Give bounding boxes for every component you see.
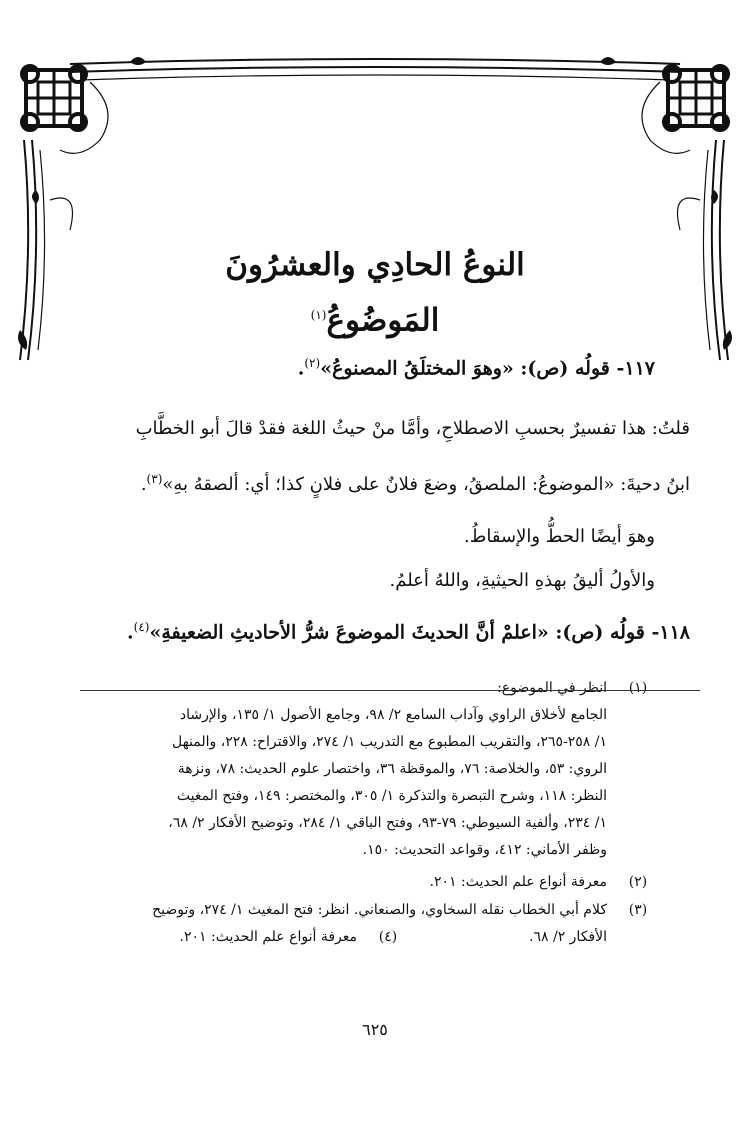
paragraph-line [50,472,690,495]
corner-knot-right-icon [664,66,728,130]
page-number: ٦٢٥ [362,1020,388,1039]
paragraph-line: والأولُ أليقُ بهذهِ الحيثيةِ، واللهُ أعلمُ. [389,570,655,591]
lead-label: قولُه (ص): [520,357,610,380]
section-number: ١١٨- [651,621,690,644]
footnote-ref: (١) [310,308,327,322]
footnote-ref: (٣) [146,472,163,486]
footnote-ref: (٤) [133,620,150,634]
footnote-line: انظر في الموضوع: [497,680,607,696]
footnote-number: (١) [628,680,648,696]
footnote-ref: (٢) [304,356,321,370]
corner-knot-left-icon [22,66,86,130]
end-mark: . [297,357,305,380]
footnote-line: وظفر الأماني: ٤١٢، وقواعد التحديث: ١٥٠. [362,842,607,858]
section-117-headline [75,356,655,379]
footnote-separator [80,690,700,691]
footnote-line: ١/ ٢٣٤، وألفية السيوطي: ٧٩-٩٣، وفتح الباقي ١/ ٢٨٤، وتوضيح الأفكار ٢/ ٦٨، [168,815,607,831]
footnote-line: معرفة أنواع علم الحديث: ٢٠١. [429,874,607,890]
section-number: ١١٧- [616,357,655,380]
chapter-subtitle [150,290,600,345]
quote-text: «اعلمْ أنَّ الحديثَ الموضوعَ شرُّ الأحاديثِ الضعيفةِ» [149,621,549,644]
footnote-line: ١/ ٢٥٨-٢٦٥، والتقريب المطبوع مع التدريب ١/ ٢٧٤، والاقتراح: ٢٢٨، والمنهل [172,734,607,750]
paragraph-text: ابنُ دحيةَ: «الموضوعُ: الملصقُ، وضعَ فلانٌ على فلانٍ كذا؛ أي: ألصقهُ بهِ» [162,474,690,495]
footnote-line: الروي: ٥٣، والخلاصة: ٧٦، والموقظة ٣٦، واختصار علوم الحديث: ٧٨، ونزهة [177,761,607,777]
quote-text: «وهوَ المختلَقُ المصنوعُ» [320,357,514,380]
lead-label: قولُه (ص): [555,621,645,644]
section-118-headline [50,620,690,643]
footnote-line: الجامع لأخلاق الراوي وآداب السامع ٢/ ٩٨، وجامع الأصول ١/ ١٣٥، والإرشاد [179,707,607,723]
subtitle-text: المَوضُوعُ [326,302,440,339]
footnote-number: (٢) [628,874,648,890]
footnote-line: النظر: ١١٨، وشرح التبصرة والتذكرة ١/ ٣٠٥، والمختصر: ١٤٩، وفتح المغيث [176,788,607,804]
paragraph-line: وهوَ أيضًا الحطُّ والإسقاطُ. [464,526,655,547]
chapter-title: النوعُ الحادِي والعشرُونَ [225,247,525,283]
footnote-line: معرفة أنواع علم الحديث: ٢٠١. [179,929,357,945]
footnote-number: (٣) [628,902,648,918]
footnote-line: كلام أبي الخطاب نقله السخاوي، والصنعاني. انظر: فتح المغيث ١/ ٢٧٤، وتوضيح [152,902,607,918]
end-mark: . [127,621,134,644]
chapter-heading [150,240,600,345]
end-mark: . [140,474,147,495]
footnote-number: (٤) [378,929,398,945]
paragraph-line: قلتُ: هذا تفسيرٌ بحسبِ الاصطلاحِ، وأمَّا منْ حيثُ اللغة فقدْ قالَ أبو الخطَّابِ [135,418,690,439]
footnote-line: الأفكار ٢/ ٦٨. [529,929,607,945]
